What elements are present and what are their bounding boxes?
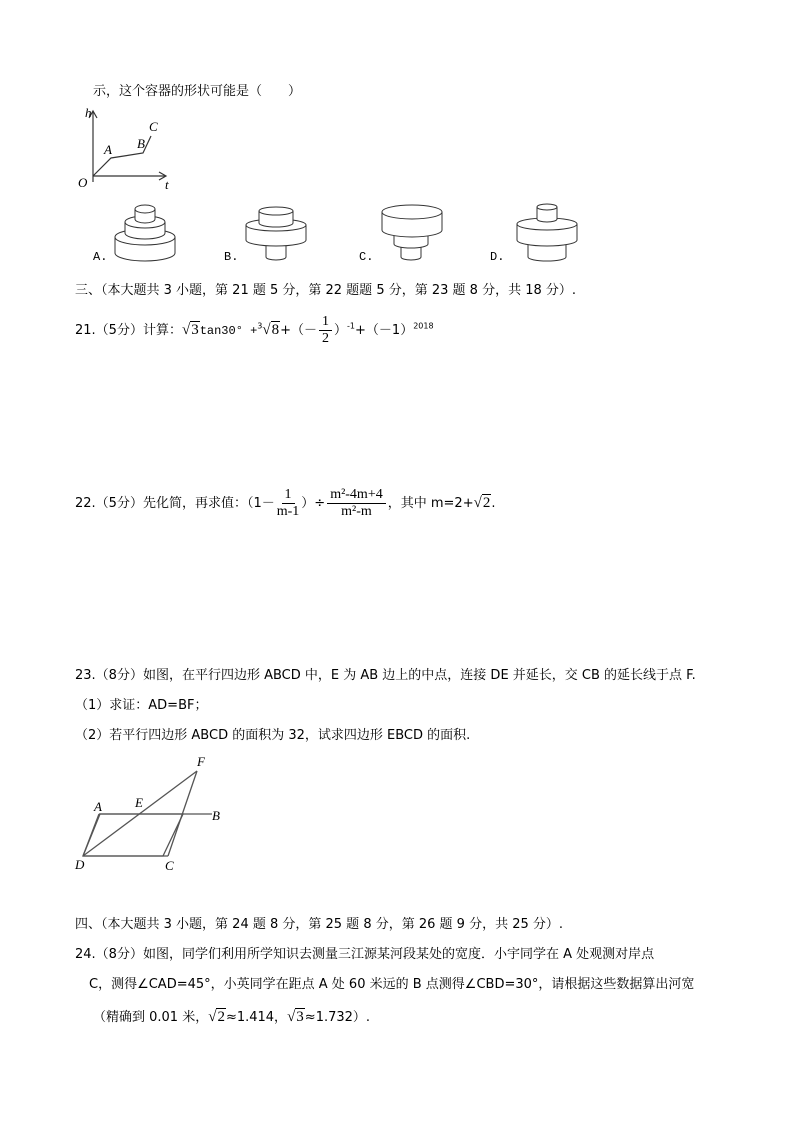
vertex-b: B: [212, 808, 220, 823]
q22-suffix: ，其中 m=2+: [387, 496, 474, 511]
cube-root-index: 3: [257, 321, 263, 331]
q22-end: .: [491, 496, 496, 511]
q24-precision: （精确到 0.01 米，: [93, 1010, 209, 1025]
option-b-label[interactable]: B.: [224, 250, 239, 264]
option-c-label[interactable]: C.: [359, 250, 374, 264]
section-4-heading: 四、（本大题共 3 小题，第 24 题 8 分，第 25 题 8 分，第 26 题 9 分，共 25 分）.: [75, 917, 564, 932]
q21-plus2: +（－1）: [355, 323, 414, 338]
q21-plus1: +（－: [280, 323, 318, 338]
axis-label-t: t: [165, 177, 169, 192]
q22-divide: ）÷: [301, 496, 326, 511]
option-d-label[interactable]: D.: [490, 250, 505, 264]
point-f: F: [197, 754, 205, 769]
q21-exp2: 2018: [413, 321, 434, 331]
question-21: [75, 314, 434, 347]
cube-root: √8: [262, 322, 280, 338]
vertex-d: D: [75, 857, 85, 872]
q21-close: ）: [334, 323, 348, 338]
question-20-tail: 示，这个容器的形状可能是（ ）: [93, 84, 302, 99]
sqrt-3: √3: [181, 322, 199, 338]
q22-prefix: 22.（5分）先化简，再求值：（1－: [75, 496, 275, 511]
q24-approx3: ≈1.732）.: [304, 1010, 371, 1025]
point-label-b: B: [137, 136, 145, 151]
q21-exp1: -1: [347, 321, 356, 331]
container-d: [517, 204, 577, 261]
container-b: [246, 207, 306, 260]
option-a-label[interactable]: A.: [93, 250, 108, 264]
container-c: [382, 205, 442, 260]
point-e: E: [135, 795, 143, 810]
question-24-line2: C，测得∠CAD=45°，小英同学在距点 A 处 60 米远的 B 点测得∠CBD=30°，请根据这些数据算出河宽: [89, 977, 695, 992]
sqrt-3-approx: √3: [287, 1009, 304, 1025]
q21-prefix: 21.（5分）计算：: [75, 323, 182, 338]
fraction-1-over-m-1: $\frac{1}{m-1}$: [276, 487, 300, 519]
point-label-c: C: [149, 119, 158, 134]
fraction-half: $\frac{1}{2}$: [319, 314, 332, 347]
question-23-part1: （1）求证：AD=BF；: [75, 698, 208, 713]
question-23-part2: （2）若平行四边形 ABCD 的面积为 32，试求四边形 EBCD 的面积.: [75, 728, 471, 743]
origin-label: O: [78, 175, 88, 190]
fraction-quadratic: $\frac{\text{m²-4m+4}}{\text{m²-m}}$: [327, 487, 386, 520]
question-24-line1: 24.（8分）如图，同学们利用所学知识去测量三江源某河段某处的宽度．小宇同学在 A 处观测对岸点: [75, 947, 655, 962]
axis-label-h: h: [85, 105, 92, 120]
point-label-a: A: [104, 142, 112, 157]
question-24-line3: [93, 1009, 370, 1026]
q24-approx2: ≈1.414，: [225, 1010, 288, 1025]
vertex-c: C: [165, 858, 174, 873]
q21-tan: tan30° +: [199, 324, 258, 338]
sqrt-2-approx: √2: [208, 1009, 225, 1025]
question-22: [75, 487, 495, 520]
sqrt-2: √2: [473, 495, 491, 511]
section-3-heading: 三、（本大题共 3 小题，第 21 题 5 分，第 22 题题 5 分，第 23 题 8 分，共 18 分）.: [75, 283, 577, 298]
question-23-stem: 23.（8分）如图，在平行四边形 ABCD 中，E 为 AB 边上的中点，连接 DE 并延长，交 CB 的延长线于点 F.: [75, 668, 696, 683]
vertex-a: A: [94, 799, 102, 814]
container-a: [115, 205, 175, 261]
